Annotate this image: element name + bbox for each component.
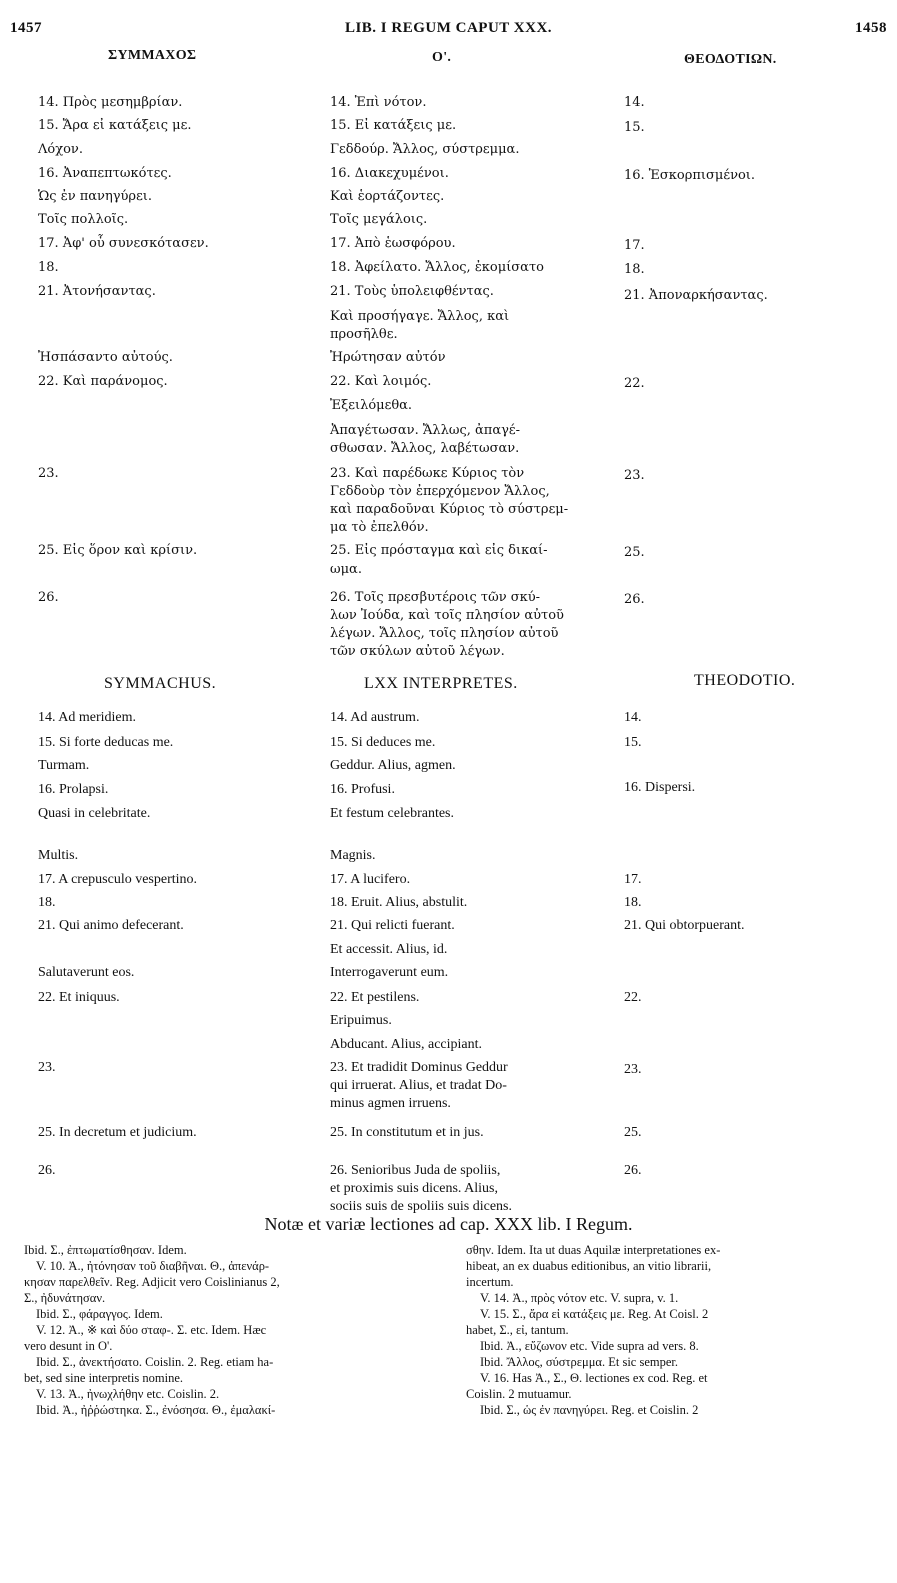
text-line: τῶν σκύλων αὐτοῦ λέγων. <box>330 644 505 659</box>
text-line: 16. Dispersi. <box>624 780 696 795</box>
note-line: Σ., ἠδυνάτησαν. <box>24 1291 106 1305</box>
text-line: 16. Profusi. <box>330 782 395 797</box>
text-line: 22. Καὶ παράνομος. <box>38 374 168 389</box>
latin-head-symmachus: SYMMACHUS. <box>104 675 217 692</box>
text-line: Eripuimus. <box>330 1013 392 1028</box>
text-line: 16. Ἀναπεπτωκότες. <box>38 166 172 181</box>
text-line: qui irruerat. Alius, et tradat Do- <box>330 1078 507 1093</box>
text-line: 21. Qui obtorpuerant. <box>624 918 745 933</box>
note-line: σθην. Idem. Ita ut duas Aquilæ interpretationes ex- <box>466 1243 721 1257</box>
text-line: Abducant. Alius, accipiant. <box>330 1037 483 1052</box>
text-line: 21. Qui relicti fuerant. <box>330 918 455 933</box>
text-line: σθωσαν. Ἄλλος, λαβέτωσαν. <box>330 441 520 456</box>
text-line: ωμα. <box>330 562 362 577</box>
text-line: Multis. <box>38 848 79 863</box>
greek-head-theodotion: ΘΕΟΔΟΤΙΩΝ. <box>684 52 777 67</box>
text-line: Ἠρώτησαν αὐτόν <box>330 350 446 365</box>
text-line: 18. <box>38 260 59 275</box>
text-line: 23. <box>624 1062 642 1077</box>
text-line: 15. Si deduces me. <box>330 735 436 750</box>
text-line: 23. <box>38 466 59 481</box>
note-line: Ibid. Ἀ., ἠῤῥώστηκα. Σ., ἐνόσησα. Θ., ἐμαλακί- <box>36 1403 276 1417</box>
text-line: Magnis. <box>330 848 376 863</box>
text-line: 18. <box>38 895 56 910</box>
text-line: 25. Εἰς πρόσταγμα καὶ εἰς δικαί- <box>330 543 548 558</box>
text-line: 21. Τοὺς ὑπολειφθέντας. <box>330 284 494 299</box>
note-line: Ibid. Σ., φάραγγος. Idem. <box>36 1307 163 1321</box>
text-line: 22. Et iniquus. <box>38 990 120 1005</box>
text-line: 18. <box>624 262 645 277</box>
text-line: Ἠσπάσαντο αὐτούς. <box>38 350 173 365</box>
text-line: 17. A lucifero. <box>330 872 411 887</box>
text-line: 14. Ad meridiem. <box>38 710 136 725</box>
text-line: 15. Ἄρα εἰ κατάξεις με. <box>38 118 192 133</box>
text-line: 22. <box>624 376 645 391</box>
text-line: Καὶ προσήγαγε. Ἄλλος, καὶ <box>330 309 510 324</box>
text-line: 18. Ἀφείλατο. Ἄλλος, ἐκομίσατο <box>330 260 544 275</box>
text-line: 23. <box>624 468 645 483</box>
text-line: 16. Διακεχυμένοι. <box>330 166 449 181</box>
text-line: 17. Ἀφ' οὗ συνεσκότασεν. <box>38 236 209 251</box>
text-line: 15. Si forte deducas me. <box>38 735 174 750</box>
note-line: V. 13. Ἀ., ἠνωχλήθην etc. Coislin. 2. <box>36 1387 220 1401</box>
text-line: 17. A crepusculo vespertino. <box>38 872 198 887</box>
text-line: et proximis suis dicens. Alius, <box>330 1181 498 1196</box>
text-line: 25. In decretum et judicium. <box>38 1125 197 1140</box>
note-line: Ibid. Ἄλλος, σύστρεμμα. Et sic semper. <box>480 1355 678 1369</box>
note-line: vero desunt in O'. <box>24 1339 113 1353</box>
text-line: 23. <box>38 1060 56 1075</box>
text-line: 25. In constitutum et in jus. <box>330 1125 484 1140</box>
text-line: 16. Ἐσκορπισμένοι. <box>624 168 756 183</box>
text-line: Et accessit. Alius, id. <box>330 942 448 957</box>
notes-title: Notæ et variæ lectiones ad cap. XXX lib. I Regum. <box>264 1214 633 1234</box>
text-line: Interrogaverunt eum. <box>330 965 449 980</box>
text-line: 23. Et tradidit Dominus Geddur <box>330 1060 508 1075</box>
note-line: Coislin. 2 mutuamur. <box>466 1387 572 1401</box>
text-line: Γεδδοὺρ τὸν ἐπερχόμενον Ἄλλος, <box>330 484 550 499</box>
text-line: Ἐξειλόμεθα. <box>330 398 413 413</box>
note-line: hibeat, an ex duabus editionibus, an vitio librarii, <box>466 1259 712 1273</box>
note-line: Ibid. Σ., ἐπτωματίσθησαν. Idem. <box>24 1243 187 1257</box>
text-line: Turmam. <box>38 758 90 773</box>
text-line: καὶ παραδοῦναι Κύριος τὸ σύστρεμ- <box>330 502 569 517</box>
text-line: 26. <box>38 590 59 605</box>
text-line: 14. Ἐπὶ νότον. <box>330 95 427 110</box>
text-line: λέγων. Ἄλλος, τοῖς πλησίον αὐτοῦ <box>330 626 559 641</box>
note-line: Ibid. Σ., ὡς ἐν πανηγύρει. Reg. et Coislin. 2 <box>480 1403 699 1417</box>
text-line: Τοῖς πολλοῖς. <box>38 212 129 227</box>
text-line: 21. Ἀτονήσαντας. <box>38 284 156 299</box>
text-line: 23. Καὶ παρέδωκε Κύριος τὸν <box>330 466 525 481</box>
text-line: 25. Εἰς ὅρον καὶ κρίσιν. <box>38 543 198 558</box>
text-line: λων Ἰούδα, καὶ τοῖς πλησίον αὐτοῦ <box>330 608 564 623</box>
note-line: Ibid. Ἀ., εὔζωνον etc. Vide supra ad vers. 8. <box>480 1339 699 1353</box>
text-line: 15. <box>624 735 642 750</box>
text-line: 26. Senioribus Juda de spoliis, <box>330 1163 501 1178</box>
text-line: 22. <box>624 990 642 1005</box>
text-line: 17. <box>624 238 645 253</box>
text-line: Λόχον. <box>38 142 83 157</box>
note-line: V. 16. Has Ἀ., Σ., Θ. lectiones ex cod. Reg. et <box>480 1371 708 1385</box>
text-line: 26. <box>624 1163 642 1178</box>
text-line: 25. <box>624 1125 642 1140</box>
note-line: Ibid. Σ., ἀνεκτήσατο. Coislin. 2. Reg. etiam ha- <box>36 1355 274 1369</box>
text-line: 22. Et pestilens. <box>330 990 420 1005</box>
text-line: 16. Prolapsi. <box>38 782 109 797</box>
text-line: 21. Ἀπoναρκήσαντας. <box>624 288 768 303</box>
text-line: Τοῖς μεγάλοις. <box>330 212 428 227</box>
text-line: 25. <box>624 545 645 560</box>
note-line: habet, Σ., εἰ, tantum. <box>466 1323 569 1337</box>
text-line: 14. <box>624 95 645 110</box>
latin-head-theodotion: THEODOTIO. <box>694 672 796 689</box>
text-line: Καὶ ἑορτάζοντες. <box>330 189 445 204</box>
text-line: 14. Πρὸς μεσημβρίαν. <box>38 95 183 110</box>
text-line: 14. Ad austrum. <box>330 710 420 725</box>
text-line: προσῆλθε. <box>330 327 398 342</box>
note-line: bet, sed sine interpretis nomine. <box>24 1371 183 1385</box>
text-line: Geddur. Alius, agmen. <box>330 758 456 773</box>
running-title: LIB. I REGUM CAPUT XXX. <box>344 20 553 36</box>
left-page-number: 1457 <box>10 20 42 36</box>
note-line: V. 12. Ἀ., ※ καὶ δύο σταφ-. Σ. etc. Idem. Hæc <box>36 1323 267 1337</box>
latin-head-lxx: LXX INTERPRETES. <box>364 675 518 692</box>
text-line: 17. <box>624 872 642 887</box>
text-line: 14. <box>624 710 642 725</box>
greek-head-symmachus: ΣΥΜΜΑΧΟΣ <box>108 48 197 63</box>
text-line: 26. <box>38 1163 56 1178</box>
text-line: Ὡς ἐν πανηγύρει. <box>38 189 153 204</box>
text-line: 18. <box>624 895 642 910</box>
text-line: Γεδδούρ. Ἄλλος, σύστρεμμα. <box>330 142 520 157</box>
text-line: 26. Τοῖς πρεσβυτέροις τῶν σκύ- <box>330 590 541 605</box>
text-line: Ἀπαγέτωσαν. Ἄλλως, ἀπαγέ- <box>330 423 520 438</box>
text-line: 22. Καὶ λοιμός. <box>330 374 432 389</box>
text-line: 17. Ἀπὸ ἑωσφόρου. <box>330 236 456 251</box>
note-line: V. 10. Ἀ., ἠτόνησαν τοῦ διαβῆναι. Θ., ἀπενάρ- <box>36 1259 270 1273</box>
text-line: Quasi in celebritate. <box>38 806 151 821</box>
text-line: Et festum celebrantes. <box>330 806 455 821</box>
text-line: 26. <box>624 592 645 607</box>
text-line: Salutaverunt eos. <box>38 965 135 980</box>
note-line: V. 14. Ἀ., πρὸς νότον etc. V. supra, v. 1. <box>480 1291 679 1305</box>
text-line: 21. Qui animo defecerant. <box>38 918 184 933</box>
text-line: 18. Eruit. Alius, abstulit. <box>330 895 468 910</box>
note-line: κησαν παρελθεῖν. Reg. Adjicit vero Coislinianus 2, <box>24 1275 280 1289</box>
text-line: 15. <box>624 120 645 135</box>
text-line: 15. Εἰ κατάξεις με. <box>330 118 457 133</box>
note-line: V. 15. Σ., ἄρα εἰ κατάξεις με. Reg. At Coisl. 2 <box>480 1307 709 1321</box>
right-page-number: 1458 <box>855 20 887 36</box>
note-line: incertum. <box>466 1275 514 1289</box>
greek-head-lxx: O'. <box>432 50 452 65</box>
text-line: μα τὸ ἐπελθόν. <box>330 520 429 535</box>
text-line: minus agmen irruens. <box>330 1096 451 1111</box>
text-line: sociis suis de spoliis suis dicens. <box>330 1199 513 1214</box>
